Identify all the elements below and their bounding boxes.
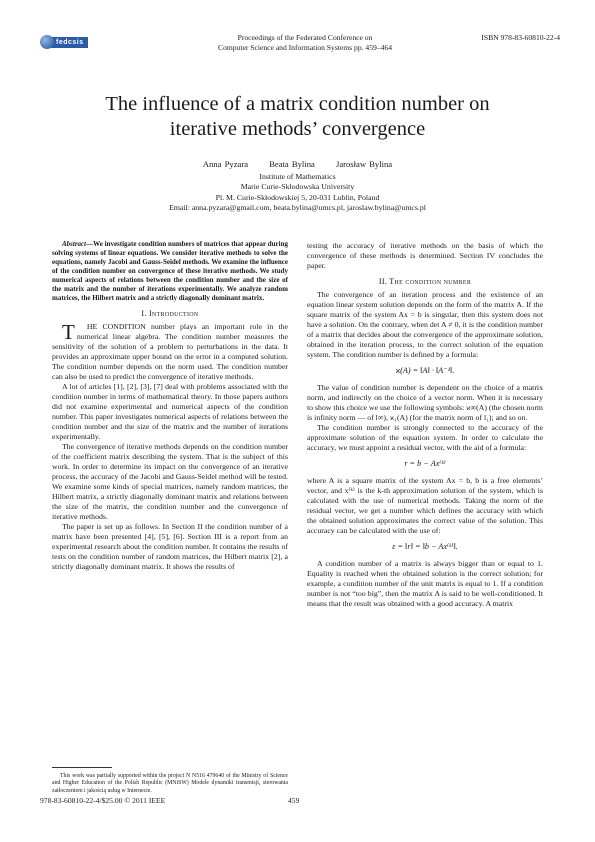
section2-paragraph-1: The convergence of an iteration process and the existence of an equation linear system solution depends on the form of the matrix A. If the square matrix of the system Ax = b is singular, then this system does not have a solution. On the contrary, when det A ≠ 0, it is the condition number of a matrix that decides about the convergence of the approximate solution, obtained in the iteration process, to the correct solution of the equation system. The condition number is defined by a formula: xyxy=(307,290,543,359)
intro-first-words: HE CONDITION xyxy=(86,322,146,331)
section2-paragraph-3: The condition number is strongly connected to the accuracy of the approximate solution of the equation system. In order to calculate the accuracy, we must appoint a residual vector, with the aid of a formula: xyxy=(307,423,543,452)
page-number: 459 xyxy=(288,796,300,805)
drop-cap: T xyxy=(62,320,75,344)
isbn: ISBN 978-83-60810-22-4 xyxy=(481,33,560,42)
section-heading-condition-number: II. The condition number xyxy=(378,277,472,286)
conference-logo xyxy=(40,30,92,54)
copyright-footer: 978-83-60810-22-4/$25.00 © 2011 IEEE xyxy=(40,796,166,805)
section2-paragraph-4: where A is a square matrix of the system Ax = b, b is a free elements’ vector, and x⁽ᵏ⁾ is the k-th approximation solution of the system, which is calculated with the use of numerical methods. Taking the norm of the residual vector, we get a number which defines the accuracy with which the obtained solution approximates the correct value of the solution. This accuracy can be calculated with the use of: xyxy=(307,476,543,535)
logo-text: fedcsis xyxy=(48,37,88,48)
intro-paragraph-1 xyxy=(52,322,288,382)
abstract xyxy=(52,240,288,303)
affiliation-university: Marie Curie-Skłodowska University xyxy=(240,182,355,192)
right-column xyxy=(307,241,543,609)
affiliation-address: Pl. M. Curie-Skłodowskiej 5, 20-031 Lublin, Poland xyxy=(215,192,380,202)
footnote-divider xyxy=(52,767,112,768)
abstract-label: Abstract xyxy=(62,240,87,248)
intro-paragraph-continued: testing the accuracy of iterative methods on the basis of which the convergence of these methods is determined. Section IV concludes the paper. xyxy=(307,241,543,270)
proceedings-line-1: Proceedings of the Federated Conference on xyxy=(237,33,373,42)
author-name: Anna Pyzara xyxy=(202,159,249,169)
author-name: Jarosław Bylina xyxy=(335,159,393,169)
intro-paragraph-4: The paper is set up as follows. In Section II the condition number of a matrix have been presented [4], [5], [6]. Section III is a report from an experimental research about the condition number. It contains the results of tests on the condition number of random matrices, the Hilbert matrix [2], a strictly diagonally dominant matrix. It shows the results of xyxy=(52,522,288,571)
equation-residual: r = b − Ax⁽ᵏ⁾ xyxy=(404,459,446,468)
intro-paragraph-2: A lot of articles [1], [2], [3], [7] deal with problems associated with the condition number in terms of mathematical theory. In those papers authors did not examine experimental and numerical aspects of the condition number. This paper investigates numerical aspects of relations between the condition number and the size of the matrix and the number of iterations experimentally. xyxy=(52,382,288,441)
equation-condition-number: ϰ(A) = ‖A‖ · ‖A⁻¹‖. xyxy=(395,366,455,375)
title-line-2: iterative methods’ convergence xyxy=(169,118,426,140)
author-list xyxy=(40,159,555,170)
title-line-1: The influence of a matrix condition number on xyxy=(105,93,490,115)
section-heading-introduction: I. Introduction xyxy=(141,309,199,318)
affiliation-institute: Institute of Mathematics xyxy=(259,172,336,181)
paper-title xyxy=(40,92,555,142)
proceedings-header xyxy=(150,33,460,53)
intro-paragraph-3: The convergence of iterative methods depends on the condition number of the coefficient matrix describing the system. That is the subject of this work. In order to determine its impact on the convergence of an iterative process, the accuracy of the Jacobi and Gauss-Seidel method will be tested. We examine some kinds of special matrices, namely random matrices, the Hilbert matrix, a strictly diagonally dominant matrix and relations between the size of the matrix, the condition number and the convergence of iterative methods. xyxy=(52,442,288,521)
section2-paragraph-5: A condition number of a matrix is always bigger than or equal to 1. Equality is reached when the obtained solution is the correct solution; for example, a condition number of the unit matrix is equal to 1. If a condition number is not “too big”, then the matrix A is said to be well-conditioned. It means that the result was obtained with a good accuracy. A matrix xyxy=(307,559,543,608)
section2-paragraph-2: The value of condition number is dependent on the choice of a matrix norm, and indirectly on the choice of a vector norm. When it is necessary to show this choice we use the following symbols: ϰ∞(A) (the chosen norm is infinity norm — of l∞), ϰ₁(A) (for the matrix norm of l₁); and so on. xyxy=(307,383,543,422)
abstract-text: —We investigate condition numbers of matrices that appear during solving systems of linear equations. We consider iterative methods to solve the equations, namely Jacobi and Gauss-Seidel methods. We examine the influence of the condition number on convergence of these iterative methods. We study numerical aspects of relations between the condition number and the size of the matrix and the number of iterations experimentally. We analyze random matrices, the Hilbert matrix and a strictly diagonally dominant matrix. xyxy=(52,240,288,302)
left-column xyxy=(52,240,288,572)
affiliation-email: Email: anna.pyzara@gmail.com, beata.bylina@umcs.pl, jaroslaw.bylina@umcs.pl xyxy=(169,203,426,213)
intro-paragraph-1-text: number plays an important role in the numerical linear algebra. The condition number measures the sensitivity of the solution of a problem to perturbations in the data. It provides an approximate upper bound on the error in a computed solution. The condition number depends on the norm used. The condition number can also be used to predict the convergence of iterative methods. xyxy=(52,322,288,381)
globe-icon xyxy=(40,35,54,49)
affiliation xyxy=(40,172,555,214)
proceedings-line-2: Computer Science and Information Systems pp. 459–464 xyxy=(218,43,392,52)
author-name: Beata Bylina xyxy=(269,159,315,169)
footnote: This work was partially supported within the project N N516 479640 of the Ministry of Science and Higher Education of the Polish Republic (MNiSW) Modele dynamiki transmisji, sterowania zatłoczeniem i jakością usług w Internecie. xyxy=(52,773,288,794)
equation-accuracy: ε = ‖r‖ = ‖b − Ax⁽ᵏ⁾‖. xyxy=(392,542,458,551)
